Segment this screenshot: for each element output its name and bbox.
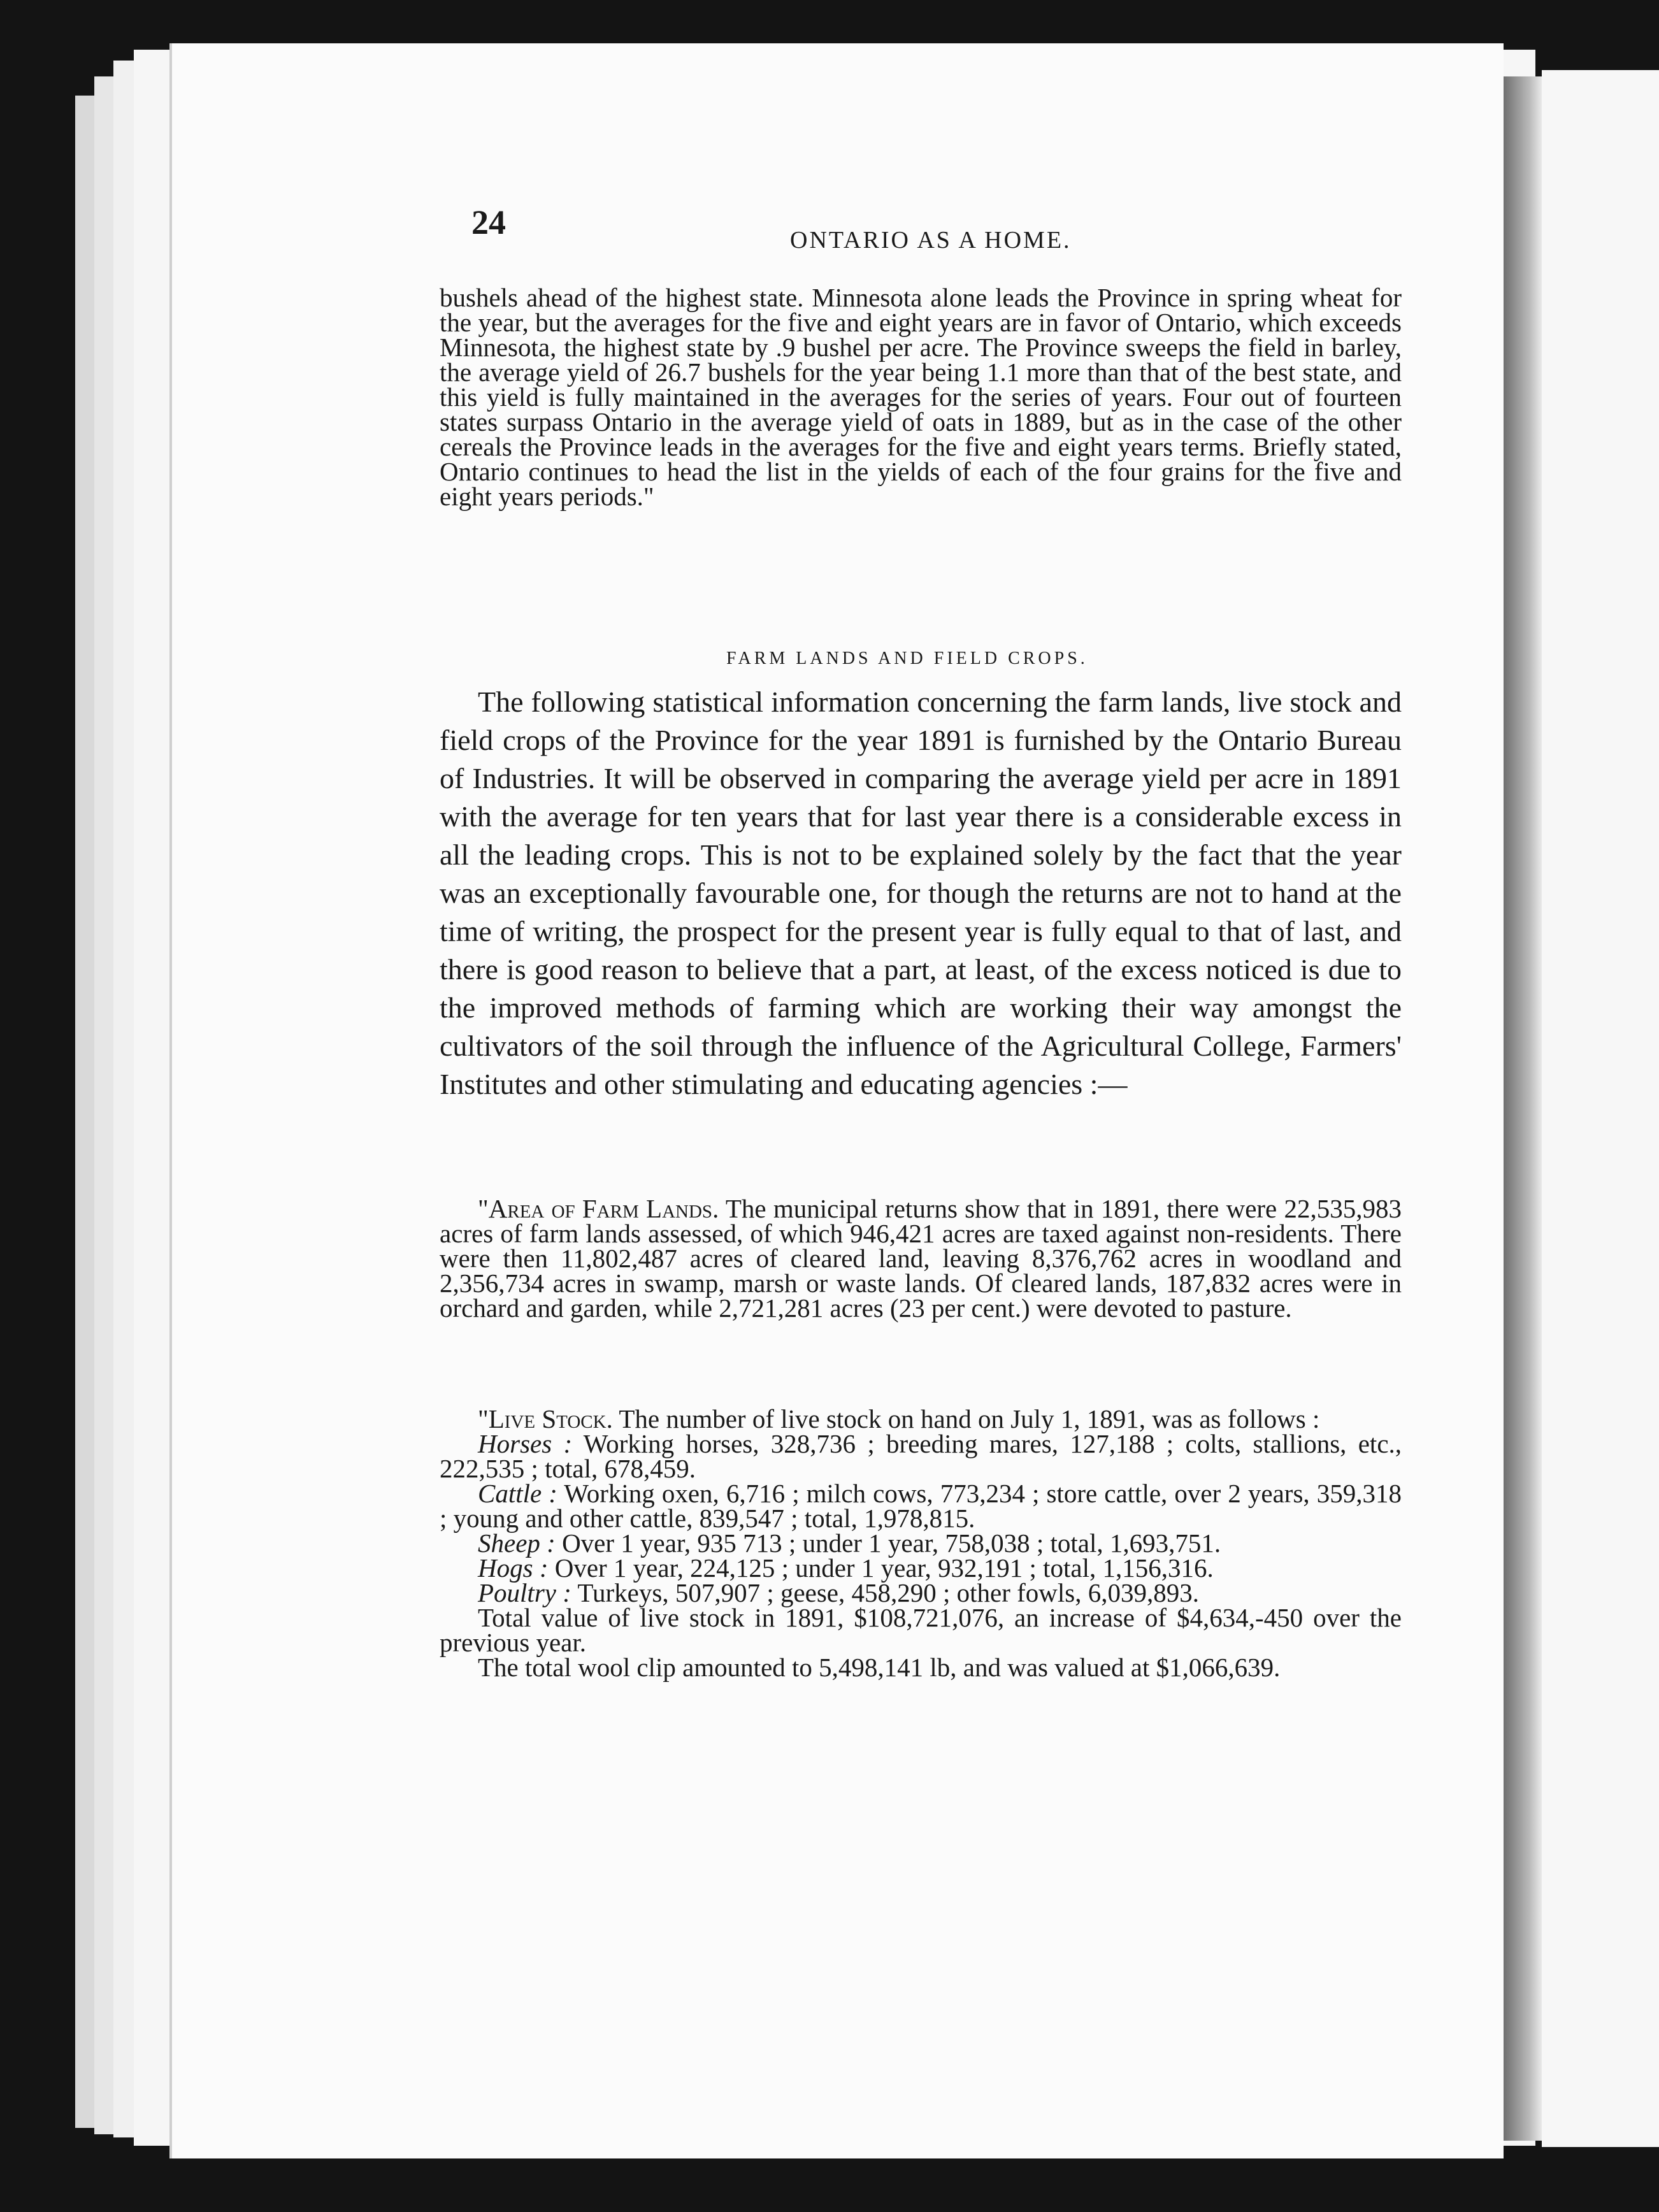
section-heading: FARM LANDS AND FIELD CROPS. <box>726 649 1088 668</box>
area-paragraph <box>440 1196 1402 1321</box>
page-number: 24 <box>471 203 506 241</box>
running-head: ONTARIO AS A HOME. <box>790 227 1072 254</box>
area-text: The municipal returns show that in 1891, there were 22,535,983 acres of farm lands assessed, of which 946,421 acres are taxed against non-residents. There were then 11,802,487 acres of cleared land, leaving 8,376,762 acres in woodland and 2,356,734 acres in swamp, marsh or waste lands. Of cleared lands, 187,832 acres were in orchard and garden, while 2,721,281 acres (23 per cent.) were devoted to pasture. <box>440 1194 1402 1323</box>
livestock-label: "Live Stock. <box>478 1404 613 1433</box>
section-text: The following statistical information concerning the farm lands, live stock and field crops of the Province for the year 1891 is furnished by the Ontario Bureau of Industries. It will be observed in comparing the average yield per acre in 1891 with the average for ten years that for last year there is a considerable excess in all the leading crops. This is not to be explained solely by the fact that the year was an exceptionally favourable one, for though the returns are not to hand at the time of writing, the prospect for the present year is fully equal to that of last, and there is good reason to believe that a part, at least, of the excess noticed is due to the improved methods of farming which are working their way amongst the cultivators of the soil through the influence of the Agricultural College, Farmers' Institutes and other stimulating and educating agencies :— <box>440 686 1402 1100</box>
wool-clip: The total wool clip amounted to 5,498,141 lb, and was valued at $1,066,639. <box>478 1653 1281 1682</box>
livestock-text: The number of live stock on hand on July 1, 1891, was as follows : <box>619 1404 1320 1433</box>
area-label: "Area of Farm Lands. <box>478 1194 719 1223</box>
livestock-item: Sheep : Over 1 year, 935 713 ; under 1 year, 758,038 ; total, 1,693,751. <box>478 1528 1221 1558</box>
section-paragraph <box>440 683 1402 1103</box>
livestock-item: Hogs : Over 1 year, 224,125 ; under 1 year, 932,191 ; total, 1,156,316. <box>478 1553 1214 1583</box>
intro-text: bushels ahead of the highest state. Minnesota alone leads the Province in spring wheat for the year, but the averages for the five and eight years are in favor of Ontario, which exceeds Minnesota, the highest state by .9 bushel per acre. The Province sweeps the field in barley, the average yield of 26.7 bushels for the year being 1.1 more than that of the best state, and this yield is fully maintained in the averages for the series of years. Four out of fourteen states surpass Ontario in the average yield of oats in 1889, but as in the case of the other cereals the Province leads in the averages for the five and eight years terms. Briefly stated, Ontario continues to head the list in the yields of each of the four grains for the five and eight years periods." <box>440 283 1402 511</box>
intro-paragraph <box>440 285 1402 509</box>
livestock-block <box>440 1404 1402 1682</box>
livestock-item: Horses : Working horses, 328,736 ; breeding mares, 127,188 ; colts, stallions, etc., 222,535 ; total, 678,459. <box>440 1429 1402 1483</box>
binding-shadow <box>1504 76 1542 2141</box>
livestock-item: Cattle : Working oxen, 6,716 ; milch cows, 773,234 ; store cattle, over 2 years, 359,318 ; young and other cattle, 839,547 ; total, 1,978,815. <box>440 1479 1402 1533</box>
livestock-item: Poultry : Turkeys, 507,907 ; geese, 458,290 ; other fowls, 6,039,893. <box>478 1578 1199 1607</box>
facing-page <box>1542 70 1659 2147</box>
livestock-total: Total value of live stock in 1891, $108,721,076, an increase of $4,634,-450 over the previous year. <box>440 1603 1402 1657</box>
